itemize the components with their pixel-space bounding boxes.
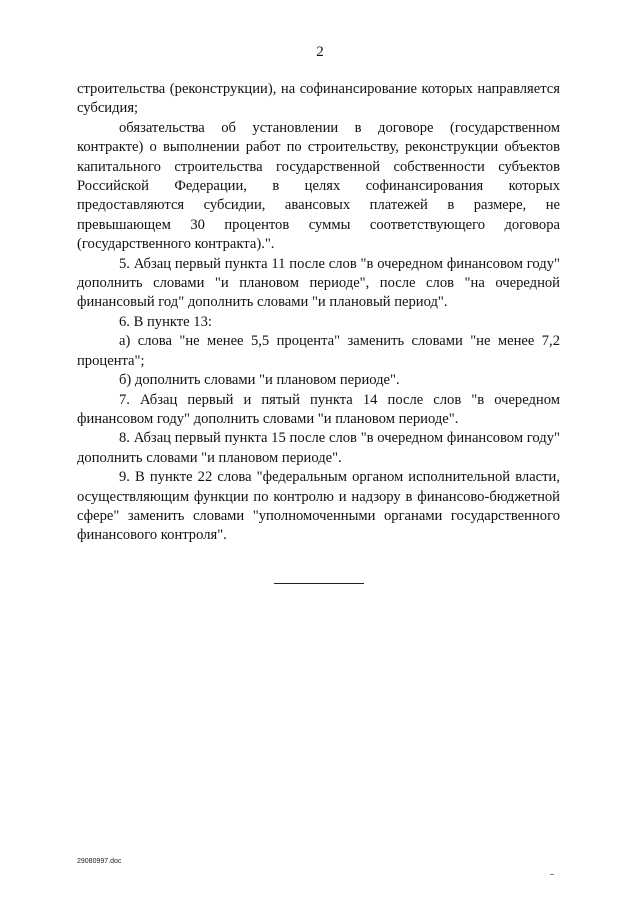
paragraph-item-5: 5. Абзац первый пункта 11 после слов "в очередном финансовом году" дополнить словами "и плановом периоде", после слов "на очередной финансовый год" дополнить словами "и плановый период".: [77, 255, 560, 311]
paragraph-item-9: 9. В пункте 22 слова "федеральным органом исполнительной власти, осуществляющим функции по контролю и надзору в финансово-бюджетной сфере" заменить словами "уполномоченными органами государственного финансового контроля".: [77, 469, 560, 544]
paragraph-item-8: 8. Абзац первый пункта 15 после слов "в очередном финансовом году" дополнить словами "и плановом периоде".: [77, 430, 560, 466]
paragraph-item-6: 6. В пункте 13:: [119, 313, 212, 330]
paragraph-item-6a: а) слова "не менее 5,5 процента" заменить словами "не менее 7,2 процента";: [77, 333, 560, 369]
end-divider-line: [274, 583, 364, 584]
document-body: [77, 80, 560, 546]
paragraph-item-6b: б) дополнить словами "и плановом периоде".: [119, 372, 400, 389]
footer-file-name: 29080997.doc: [77, 858, 122, 865]
scan-mark: [550, 874, 554, 875]
paragraph-obligations: обязательства об установлении в договоре (государственном контракте) о выполнении работ по строительству, реконструкции объектов капитального строительства государственной собственности субъектов Российской Федерации, в целях софинансирования которых предоставляются субсидии, авансовых платежей в размере, не превышающем 30 процентов суммы соответствующего договора (государственного контракта).".: [77, 119, 560, 253]
page-number: 2: [316, 44, 324, 60]
paragraph-item-7: 7. Абзац первый и пятый пункта 14 после слов "в очередном финансовом году" дополнить словами "и плановом периоде".: [77, 391, 560, 427]
paragraph-continuation: строительства (реконструкции), на софинансирование которых направляется субсидия;: [77, 81, 560, 117]
